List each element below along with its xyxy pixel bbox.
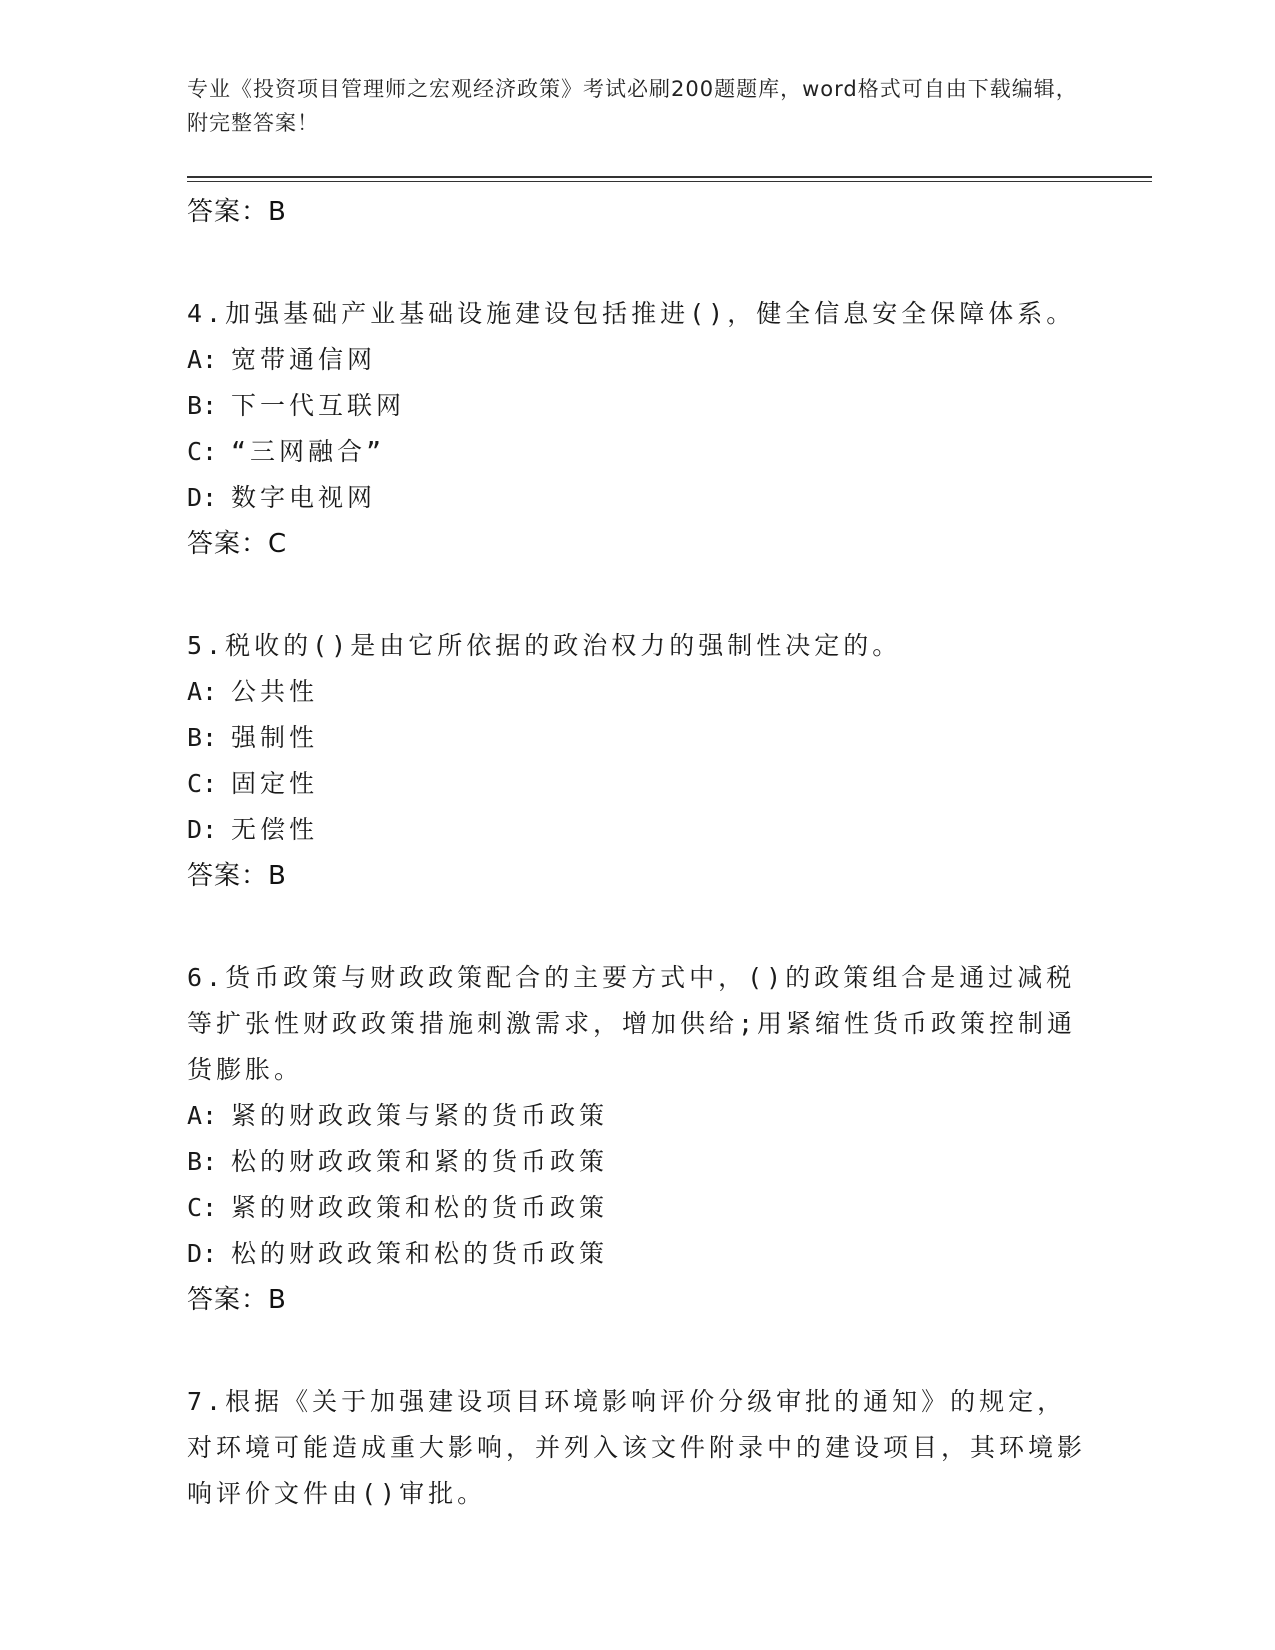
option-b xyxy=(187,383,1087,429)
question-text: 4.加强基础产业基础设施建设包括推进()，健全信息安全保障体系。 xyxy=(187,299,1076,328)
option-letter: A: xyxy=(187,1101,218,1130)
option-letter: B: xyxy=(187,391,218,420)
question-block xyxy=(187,1379,1087,1517)
document-body xyxy=(187,189,1087,1517)
option-a xyxy=(187,1093,1087,1139)
question-text: 5.税收的()是由它所依据的政治权力的强制性决定的。 xyxy=(187,631,902,660)
option-d xyxy=(187,475,1087,521)
option-letter: C: xyxy=(187,1193,218,1222)
option-b xyxy=(187,715,1087,761)
answer-line: 答案：B xyxy=(187,197,287,227)
option-text: 松的财政政策和紧的货币政策 xyxy=(231,1147,609,1176)
question-block xyxy=(187,623,1087,899)
option-text: 下一代互联网 xyxy=(231,391,406,420)
option-d xyxy=(187,807,1087,853)
question-block xyxy=(187,955,1087,1323)
answer-line: 答案：B xyxy=(187,1285,287,1315)
option-text: 强制性 xyxy=(231,723,319,752)
option-text: “三网融合” xyxy=(231,437,386,466)
option-letter: B: xyxy=(187,723,218,752)
option-c xyxy=(187,1185,1087,1231)
option-text: 数字电视网 xyxy=(231,483,377,512)
option-a xyxy=(187,669,1087,715)
option-letter: D: xyxy=(187,815,218,844)
option-letter: C: xyxy=(187,437,218,466)
option-d xyxy=(187,1231,1087,1277)
option-text: 无偿性 xyxy=(231,815,319,844)
answer-line: 答案：C xyxy=(187,529,288,559)
option-text: 宽带通信网 xyxy=(231,345,377,374)
question-text: 6.货币政策与财政政策配合的主要方式中，()的政策组合是通过减税等扩张性财政政策措施刺激需求，增加供给;用紧缩性货币政策控制通货膨胀。 xyxy=(187,963,1077,1084)
question-text: 7.根据《关于加强建设项目环境影响评价分级审批的通知》的规定，对环境可能造成重大影响，并列入该文件附录中的建设项目，其环境影响评价文件由()审批。 xyxy=(187,1387,1087,1508)
option-letter: D: xyxy=(187,1239,218,1268)
option-text: 固定性 xyxy=(231,769,319,798)
question-block xyxy=(187,291,1087,567)
answer-line: 答案：B xyxy=(187,861,287,891)
document-header: 专业《投资项目管理师之宏观经济政策》考试必刷200题题库，word格式可自由下载编辑，附完整答案！ xyxy=(187,77,1078,135)
option-letter: B: xyxy=(187,1147,218,1176)
option-a xyxy=(187,337,1087,383)
header-divider-thick xyxy=(187,176,1152,178)
option-letter: A: xyxy=(187,345,218,374)
option-text: 公共性 xyxy=(231,677,319,706)
option-letter: C: xyxy=(187,769,218,798)
option-text: 紧的财政政策与紧的货币政策 xyxy=(231,1101,609,1130)
option-c xyxy=(187,761,1087,807)
option-b xyxy=(187,1139,1087,1185)
option-letter: D: xyxy=(187,483,218,512)
header-divider-thin xyxy=(187,181,1152,182)
option-text: 松的财政政策和松的货币政策 xyxy=(231,1239,609,1268)
option-text: 紧的财政政策和松的货币政策 xyxy=(231,1193,609,1222)
option-letter: A: xyxy=(187,677,218,706)
option-c xyxy=(187,429,1087,475)
